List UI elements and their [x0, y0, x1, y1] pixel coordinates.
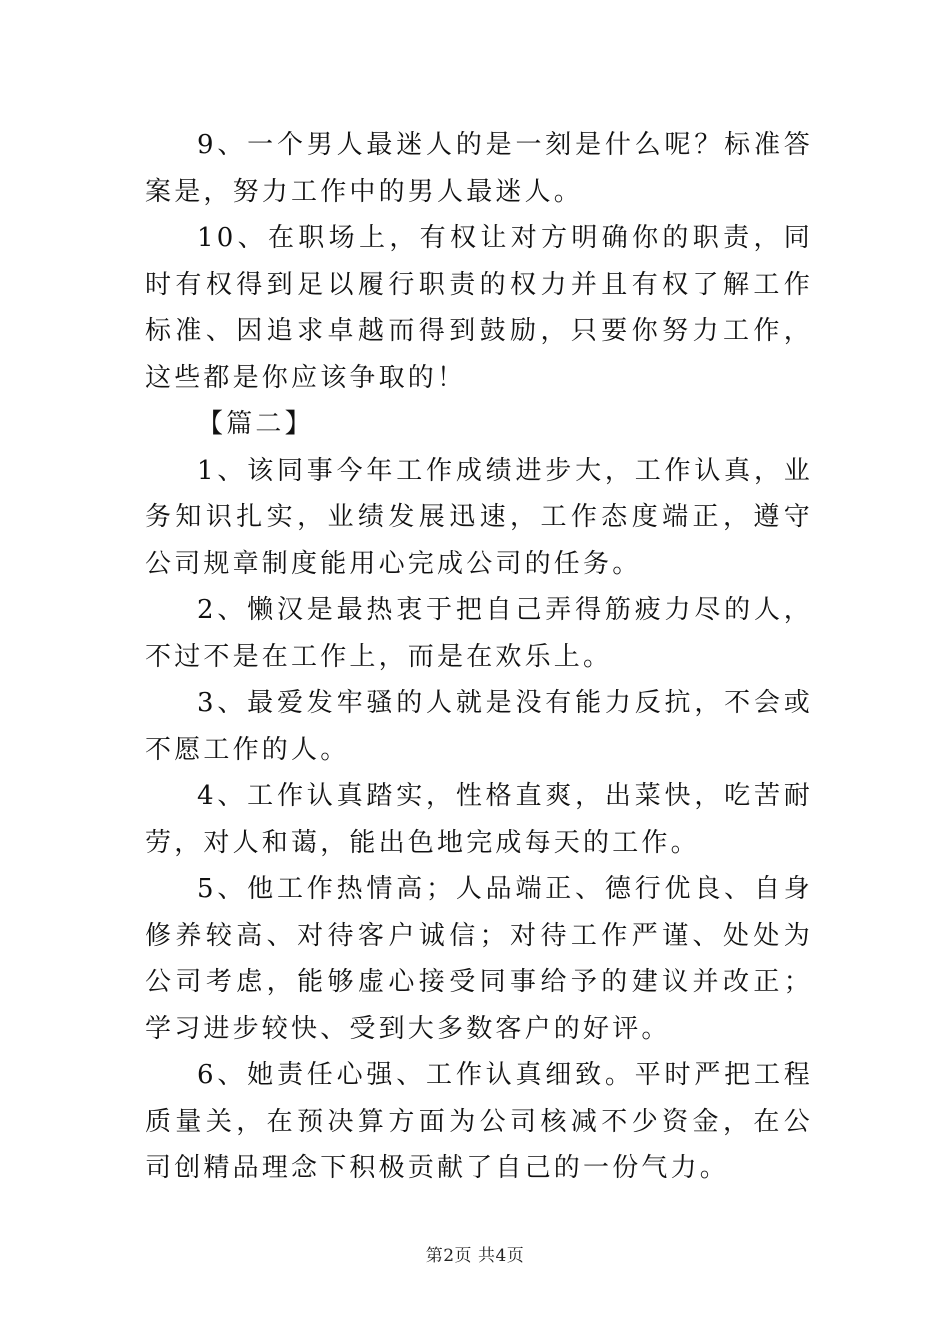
paragraph-item-10: 10、在职场上，有权让对方明确你的职责，同时有权得到足以履行职责的权力并且有权了解工作标准、因追求卓越而得到鼓励，只要你努力工作，这些都是你应该争取的！ — [145, 223, 813, 393]
paragraph-item-1: 1、该同事今年工作成绩进步大，工作认真，业务知识扎实，业绩发展迅速，工作态度端正，遵守公司规章制度能用心完成公司的任务。 — [145, 455, 813, 579]
paragraph-item-4: 4、工作认真踏实，性格直爽，出菜快，吃苦耐劳，对人和蔼，能出色地完成每天的工作。 — [145, 781, 813, 858]
paragraph-item-9: 9、一个男人最迷人的是一刻是什么呢？标准答案是，努力工作中的男人最迷人。 — [145, 130, 813, 207]
paragraph-item-5: 5、他工作热情高；人品端正、德行优良、自身修养较高、对待客户诚信；对待工作严谨、处处为公司考虑，能够虚心接受同事给予的建议并改正；学习进步较快、受到大多数客户的好评。 — [145, 874, 813, 1044]
page-number-footer: 第2页 共4页 — [425, 1246, 525, 1266]
paragraph-item-3: 3、最爱发牢骚的人就是没有能力反抗，不会或不愿工作的人。 — [145, 688, 813, 765]
paragraph-item-2: 2、懒汉是最热衷于把自己弄得筋疲力尽的人，不过不是在工作上，而是在欢乐上。 — [145, 595, 813, 672]
paragraph-item-6: 6、她责任心强、工作认真细致。平时严把工程质量关，在预决算方面为公司核减不少资金，在公司创精品理念下积极贡献了自己的一份气力。 — [145, 1060, 813, 1183]
section-heading: 【篇二】 — [197, 409, 314, 439]
document-body — [145, 122, 813, 1192]
